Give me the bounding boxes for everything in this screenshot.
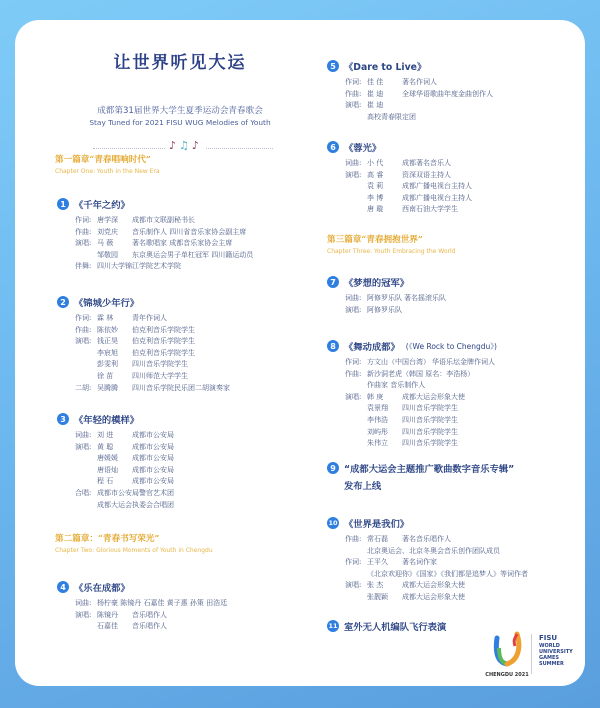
credit-role: 作曲:: [75, 227, 92, 236]
logo-line: GAMES: [539, 655, 559, 661]
song-title: 《舞动成都》: [344, 342, 400, 353]
credit-desc: 成都大运会形象大使: [402, 392, 465, 401]
credits-list: [345, 534, 530, 604]
credit-name: 朱伟立: [367, 439, 388, 448]
number-badge-icon: 7: [327, 276, 339, 288]
credit-role: [75, 500, 97, 512]
credit-row: [75, 227, 253, 239]
credit-name: 崔 迪: [367, 101, 384, 110]
credit-row: [345, 305, 446, 317]
chapter-1-heading: [55, 153, 160, 175]
credit-role: [345, 569, 367, 581]
credit-row: [345, 193, 472, 205]
credit-desc: 资深双语主持人: [402, 170, 451, 179]
credit-desc: 音乐制作人 四川省音乐家协会副主席: [132, 227, 247, 236]
credit-row: [75, 476, 176, 488]
credit-row: [75, 313, 230, 325]
credit-role: [75, 348, 97, 360]
song-item: [327, 140, 472, 216]
song-header: [57, 197, 253, 211]
credit-name: 徐 苗: [97, 371, 114, 380]
credit-name: 唐 璇: [367, 205, 384, 214]
credit-row: [75, 465, 176, 477]
credit-row: [345, 592, 530, 604]
credit-role: 演唱:: [75, 239, 92, 248]
credit-role: [75, 476, 97, 488]
credit-row: [345, 546, 530, 558]
chapter-3-heading: [327, 233, 455, 255]
credit-name: 张 杰: [367, 581, 384, 590]
credit-name: 佳 佳: [367, 78, 384, 86]
music-note-icon: ♪♫♪: [165, 139, 206, 152]
song-item: [57, 295, 230, 394]
credit-name: 《北京欢迎你》《国家》《我们都是追梦人》等词作者: [367, 569, 528, 578]
credit-name: 崔 迪: [367, 89, 384, 98]
credit-name: 杨柠豪 陈镜丹 石嘉佳 黄子惠 孙策 田浩廷: [97, 599, 228, 607]
credit-role: [75, 465, 97, 477]
credit-name: 霖 林: [97, 314, 114, 322]
credit-row: [345, 77, 493, 89]
credit-name: 袁景翔: [367, 404, 388, 413]
number-badge-icon: 11: [328, 622, 338, 630]
credit-desc: 音乐唱作人: [132, 622, 167, 631]
credit-row: [75, 325, 230, 337]
credit-desc: 成都大运会形象大使: [402, 581, 465, 590]
chapter-2-heading: [55, 532, 213, 554]
credit-name: 常石磊: [367, 535, 388, 543]
credit-row: [75, 442, 176, 454]
credit-role: 二胡:: [75, 383, 92, 392]
credit-role: [345, 193, 367, 205]
credit-row: [345, 427, 497, 439]
credit-name: 唐学深: [97, 216, 118, 224]
chengdu-2021-emblem-icon: [477, 630, 537, 680]
chengdu-fisu-logo: [477, 630, 587, 682]
credit-row: [345, 112, 493, 124]
credits-list: [345, 77, 493, 123]
song-header: [327, 59, 493, 73]
credit-name: 作曲家 音乐制作人: [367, 381, 426, 390]
credit-role: 演唱:: [345, 305, 362, 314]
chapter-subtitle: Chapter Three: Youth Embracing the World: [327, 248, 456, 255]
credit-role: [75, 453, 97, 465]
credit-row: [345, 569, 530, 581]
credit-desc: 著名音乐唱作人: [402, 535, 451, 543]
credit-desc: 伯克利音乐学院学生: [132, 325, 195, 334]
chapter-subtitle: Chapter Two: Glorious Moments of Youth in Chengdu: [55, 547, 213, 554]
credit-role: 合唱:: [75, 488, 92, 497]
song-header: [327, 140, 472, 154]
credit-name: 李宸旭: [97, 348, 118, 357]
credit-role: 词曲:: [75, 431, 92, 439]
credit-role: 演唱:: [345, 581, 362, 590]
credit-role: [345, 204, 367, 216]
song-item: [327, 339, 497, 450]
page-title: 让世界听见大运: [113, 53, 247, 73]
credit-row: [345, 100, 493, 112]
credit-row: [345, 369, 497, 381]
credit-role: 演唱:: [345, 101, 362, 110]
credit-name: 袁 莉: [367, 182, 384, 191]
number-badge-icon: 4: [57, 581, 69, 593]
chapter-title: 第三篇章“青春拥抱世界”: [327, 235, 423, 245]
chapter-title: 第一篇章“青春唱响时代”: [55, 155, 151, 165]
credit-role: 演唱:: [345, 392, 362, 401]
song-title: 《锦城少年行》: [74, 298, 140, 309]
credit-row: [75, 238, 253, 250]
song-item: [57, 580, 229, 633]
chapter-title: 第二篇章：“青春书写荣光”: [55, 534, 160, 544]
credit-desc: 四川师范大学学生: [132, 371, 188, 380]
credit-desc: 成都市文联副秘书长: [132, 216, 195, 224]
credits-list: [345, 158, 472, 216]
credit-row: [345, 170, 472, 182]
credit-row: [345, 580, 530, 592]
credit-name: 新沙洞老虎（韩国 原名：李浩杨）: [367, 369, 475, 378]
credit-desc: 伯克利音乐学院学生: [132, 348, 195, 357]
credit-row: [75, 215, 253, 227]
credit-role: 作曲:: [345, 369, 362, 378]
credits-list: [75, 430, 176, 511]
number-badge-icon: 3: [57, 413, 69, 425]
credit-row: [75, 500, 176, 512]
credit-desc: 成都广播电视台主持人: [402, 193, 472, 202]
credit-role: [75, 621, 97, 633]
song-title: 《世界是我们》: [344, 519, 410, 530]
logo-line: UNIVERSITY: [539, 649, 573, 655]
song-header: [57, 580, 229, 594]
song-title: “成都大运会主题推广歌曲数字音乐专辑”: [344, 464, 515, 475]
program-card: [15, 20, 585, 686]
credit-role: 词曲:: [345, 159, 362, 167]
credit-role: [345, 546, 367, 558]
credit-role: 作曲:: [345, 89, 362, 98]
credit-name: 李伟浩: [367, 415, 388, 424]
credit-desc: 著名歌唱家 成都音乐家协会主席: [132, 239, 233, 248]
credit-name: 阿修罗乐队: [367, 294, 402, 302]
song-header: [327, 339, 497, 353]
credit-role: [345, 403, 367, 415]
credit-role: 伴舞:: [75, 262, 92, 271]
credit-role: [345, 592, 367, 604]
song-item: [327, 275, 446, 316]
song-item: [327, 516, 530, 604]
credit-row: [345, 415, 497, 427]
credit-role: 演唱:: [75, 337, 92, 346]
credit-row: [75, 336, 230, 348]
credit-role: 词曲:: [345, 294, 362, 302]
song-title: 《梦想的冠军》: [344, 278, 410, 289]
subtitle-en: Stay Tuned for 2021 FISU WUG Melodies of Youth: [89, 118, 271, 127]
credit-desc: 东京奥运会男子单杠冠军 四川籍运动员: [132, 250, 254, 259]
credit-name: 黄 聪: [97, 442, 114, 451]
song-header: [327, 516, 530, 530]
credit-name: 刘党庆: [97, 227, 118, 236]
credit-desc: 四川音乐学院学生: [402, 404, 458, 413]
credit-desc: 著名作词人: [402, 78, 437, 86]
number-badge-icon: 1: [57, 198, 69, 210]
song-header: [57, 295, 230, 309]
credit-row: [75, 348, 230, 360]
song-item: [57, 412, 176, 511]
song-title-line2: 发布上线: [344, 481, 382, 492]
credit-desc: 成都市公安局: [132, 477, 174, 486]
song-title: 《乐在成都》: [74, 583, 130, 594]
number-badge-icon: 10: [328, 519, 338, 527]
chapter-subtitle: Chapter One: Youth in the New Era: [55, 168, 160, 175]
logo-line: WORLD: [539, 643, 560, 649]
credit-role: [345, 427, 367, 439]
song-item: [327, 59, 493, 123]
credit-name: 高校青春限定团: [367, 112, 416, 121]
song-header: [327, 619, 446, 633]
credit-name: 小 代: [367, 159, 384, 167]
credits-list: [345, 357, 497, 450]
credit-name: 吴腾腾: [97, 383, 118, 392]
credit-name: 四川大学锦江学院艺术学院: [97, 262, 181, 271]
credit-role: [75, 371, 97, 383]
credit-name: 成都大运会执委会合唱团: [97, 500, 174, 509]
credit-role: 词曲:: [75, 599, 92, 607]
credit-name: 邹敬园: [97, 250, 118, 259]
credit-row: [345, 438, 497, 450]
credit-desc: 成都著名音乐人: [402, 159, 451, 167]
logo-line: SUMMER: [539, 661, 564, 667]
credit-desc: 著名摇滚乐队: [404, 294, 446, 302]
credit-row: [345, 181, 472, 193]
credit-role: 演唱:: [345, 170, 362, 179]
credit-name: 马 薇: [97, 239, 114, 248]
credit-name: 韩 庚: [367, 392, 384, 401]
credit-desc: 四川音乐学院学生: [132, 360, 188, 369]
credit-name: 唐媛媛: [97, 454, 118, 463]
credit-row: [345, 403, 497, 415]
credit-row: [75, 430, 176, 442]
credit-row: [345, 357, 497, 369]
credit-role: 作曲:: [345, 535, 362, 543]
credit-row: [345, 89, 493, 101]
credit-name: 唐语灿: [97, 465, 118, 474]
credit-role: [75, 359, 97, 371]
credit-desc: 西南石油大学学生: [402, 205, 458, 214]
credit-row: [345, 293, 446, 305]
song-header: [57, 412, 176, 426]
credit-role: [75, 250, 97, 262]
credit-row: [345, 380, 497, 392]
song-title: 室外无人机编队飞行表演: [344, 622, 447, 633]
credit-desc: 华语乐坛金牌作词人: [432, 358, 495, 366]
credit-row: [345, 158, 472, 170]
credit-name: 成都市公安局警官艺术团: [97, 488, 174, 497]
credits-list: [345, 293, 446, 316]
credit-row: [75, 371, 230, 383]
credit-desc: 四川音乐学院学生: [402, 415, 458, 424]
credit-role: [345, 415, 367, 427]
song-header: [327, 461, 514, 475]
credit-name: 石嘉佳: [97, 622, 118, 631]
credit-name: 彭雯利: [97, 360, 118, 369]
credit-name: 陈镜丹: [97, 610, 118, 619]
credits-list: [75, 313, 230, 394]
number-badge-icon: 8: [327, 340, 339, 352]
credit-row: [75, 250, 253, 262]
credit-desc: 著名词作家: [402, 558, 437, 567]
fisu-label: FISU: [539, 634, 558, 642]
credit-desc: 成都市公安局: [132, 431, 174, 439]
credit-row: [345, 392, 497, 404]
credit-desc: 四川音乐学院学生: [402, 427, 458, 436]
credit-row: [75, 261, 253, 273]
music-notes-divider: [93, 140, 273, 154]
credit-row: [345, 534, 530, 546]
credit-name: 高 睿: [367, 170, 384, 179]
credit-name: 钱正昊: [97, 337, 118, 346]
credit-name: 张靓颖: [367, 592, 388, 601]
credit-desc: 四川音乐学院学生: [402, 439, 458, 448]
credit-role: 作词:: [75, 216, 92, 224]
credit-row: [75, 453, 176, 465]
credit-row: [75, 383, 230, 395]
song-title: 《千年之约》: [74, 200, 130, 211]
number-badge-icon: 9: [327, 462, 339, 474]
credit-desc: 成都广播电视台主持人: [402, 182, 472, 191]
song-header: [327, 275, 446, 289]
credit-name: 北京奥运会、北京冬奥会音乐创作团队成员: [367, 546, 500, 555]
credit-name: 陈依妙: [97, 325, 118, 334]
credit-desc: 成都市公安局: [132, 465, 174, 474]
subtitle-zh: 成都第31届世界大学生夏季运动会青春歌会: [97, 106, 263, 116]
credit-row: [345, 557, 530, 569]
credit-desc: 四川音乐学院民乐团二胡演奏家: [132, 383, 230, 392]
credit-role: [345, 181, 367, 193]
song-item: [327, 461, 514, 492]
song-title: 《年轻的模样》: [74, 415, 140, 426]
credit-desc: 伯克利音乐学院学生: [132, 337, 195, 346]
credit-name: 阿修罗乐队: [367, 305, 402, 314]
credit-row: [75, 488, 176, 500]
song-item: [57, 197, 253, 273]
number-badge-icon: 6: [327, 141, 339, 153]
credit-row: [75, 610, 229, 622]
credit-name: 方文山（中国台湾）: [367, 358, 430, 366]
credit-role: 作词:: [345, 78, 362, 86]
credit-desc: 成都市公安局: [132, 454, 174, 463]
credit-role: 作曲:: [75, 325, 92, 334]
logo-city: CHENGDU 2021: [485, 672, 529, 678]
credit-desc: 成都市公安局: [132, 442, 174, 451]
credit-role: [345, 380, 367, 392]
credit-row: [75, 621, 229, 633]
credit-role: 作词:: [345, 358, 362, 366]
credit-role: [345, 438, 367, 450]
credit-name: 刘 进: [97, 431, 114, 439]
credit-role: [345, 112, 367, 124]
credit-role: 演唱:: [75, 442, 92, 451]
song-title: 《Dare to Live》: [344, 62, 427, 73]
credit-name: 李 博: [367, 193, 384, 202]
credit-role: 演唱:: [75, 610, 92, 619]
credit-name: 刘屿彤: [367, 427, 388, 436]
credit-desc: 青年作词人: [132, 314, 167, 322]
credits-list: [75, 215, 253, 273]
credit-desc: 成都大运会形象大使: [402, 592, 465, 601]
song-title: 《蓉光》: [344, 143, 382, 154]
credit-row: [345, 204, 472, 216]
credit-name: 程 石: [97, 477, 114, 486]
credit-role: 作词:: [75, 314, 92, 322]
song-subtitle: (《We Rock to Chengdu》): [405, 341, 497, 351]
credit-name: 王平久: [367, 558, 388, 567]
number-badge-icon: 2: [57, 296, 69, 308]
credit-desc: 全球华语歌曲年度金曲创作人: [402, 89, 493, 98]
song-item: [327, 619, 446, 633]
credit-desc: 音乐唱作人: [132, 610, 167, 619]
credits-list: [75, 598, 229, 633]
number-badge-icon: 5: [327, 60, 339, 72]
credit-role: 作词:: [345, 558, 362, 567]
credit-row: [75, 598, 229, 610]
credit-row: [75, 359, 230, 371]
